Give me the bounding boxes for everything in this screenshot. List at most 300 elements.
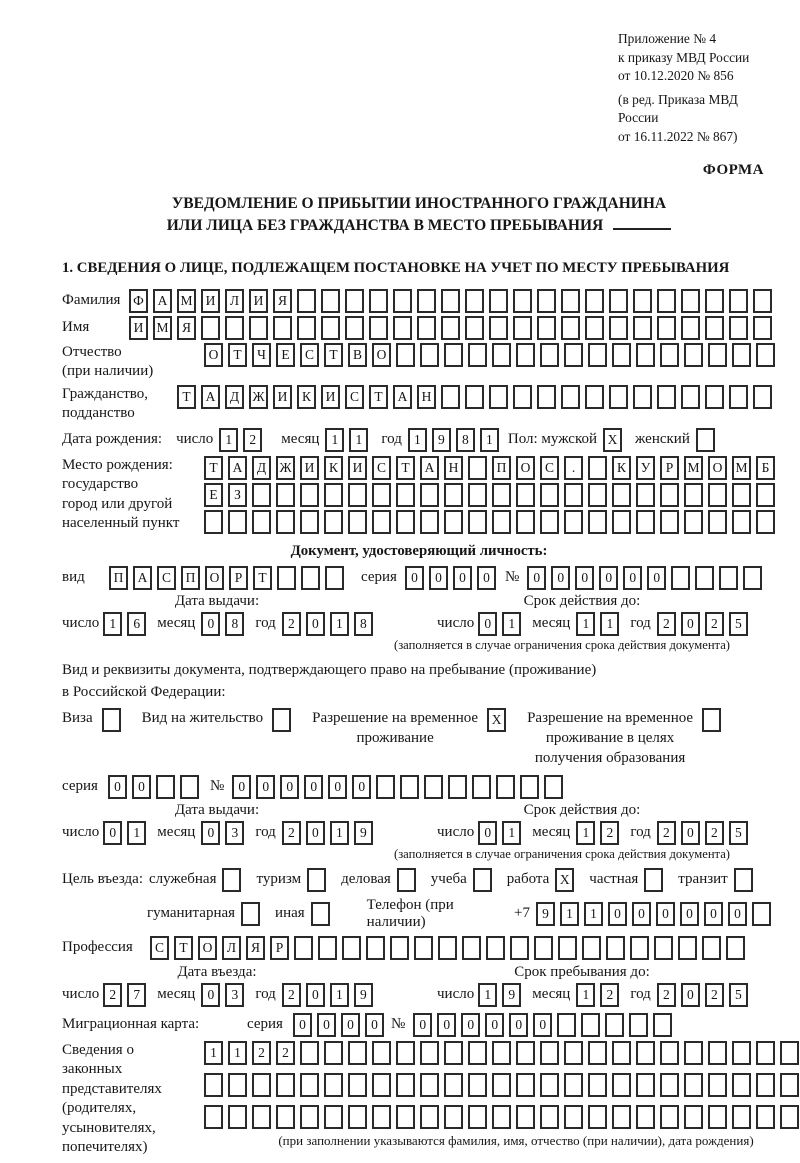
char-cell[interactable] [581, 1013, 600, 1037]
char-cell[interactable] [520, 775, 539, 799]
char-cell[interactable] [708, 343, 727, 367]
char-cell[interactable] [516, 1073, 535, 1097]
char-cell[interactable] [660, 1041, 679, 1065]
char-cell[interactable] [473, 868, 492, 892]
char-cell[interactable]: Л [225, 289, 244, 313]
char-cell[interactable] [612, 510, 631, 534]
char-cell[interactable]: 0 [201, 821, 220, 845]
char-cell[interactable]: X [555, 868, 574, 892]
char-cell[interactable]: 5 [729, 821, 748, 845]
char-cell[interactable] [444, 510, 463, 534]
char-cell[interactable] [734, 868, 753, 892]
char-cell[interactable] [537, 316, 556, 340]
char-cell[interactable] [702, 708, 721, 732]
char-cell[interactable] [702, 936, 721, 960]
char-cell[interactable]: 0 [608, 902, 627, 926]
char-cell[interactable] [513, 385, 532, 409]
char-cell[interactable] [609, 289, 628, 313]
char-cell[interactable] [708, 483, 727, 507]
char-cell[interactable]: 0 [232, 775, 251, 799]
char-cell[interactable] [753, 289, 772, 313]
char-cell[interactable]: 1 [478, 983, 497, 1007]
char-cell[interactable]: 2 [282, 821, 301, 845]
char-cell[interactable]: А [153, 289, 172, 313]
char-cell[interactable]: 9 [502, 983, 521, 1007]
char-cell[interactable] [534, 936, 553, 960]
char-cell[interactable] [729, 385, 748, 409]
char-cell[interactable] [420, 1073, 439, 1097]
char-cell[interactable] [561, 385, 580, 409]
char-cell[interactable] [657, 385, 676, 409]
char-cell[interactable]: 1 [219, 428, 238, 452]
char-cell[interactable] [300, 1041, 319, 1065]
char-cell[interactable] [252, 1073, 271, 1097]
char-cell[interactable]: У [636, 456, 655, 480]
char-cell[interactable] [696, 428, 715, 452]
char-cell[interactable]: Ж [276, 456, 295, 480]
char-cell[interactable] [513, 316, 532, 340]
char-cell[interactable] [444, 1073, 463, 1097]
char-cell[interactable]: 1 [330, 612, 349, 636]
char-cell[interactable] [636, 483, 655, 507]
char-cell[interactable] [732, 1073, 751, 1097]
char-cell[interactable] [321, 289, 340, 313]
char-cell[interactable] [564, 483, 583, 507]
char-cell[interactable] [540, 343, 559, 367]
char-cell[interactable] [564, 343, 583, 367]
char-cell[interactable] [708, 1073, 727, 1097]
char-cell[interactable]: 0 [478, 821, 497, 845]
char-cell[interactable] [609, 385, 628, 409]
char-cell[interactable] [324, 1105, 343, 1129]
char-cell[interactable]: 2 [705, 821, 724, 845]
char-cell[interactable]: 1 [325, 428, 344, 452]
char-cell[interactable] [180, 775, 199, 799]
char-cell[interactable]: 1 [576, 612, 595, 636]
char-cell[interactable]: О [708, 456, 727, 480]
char-cell[interactable]: 0 [328, 775, 347, 799]
char-cell[interactable]: 0 [413, 1013, 432, 1037]
char-cell[interactable] [588, 1041, 607, 1065]
char-cell[interactable]: 2 [705, 983, 724, 1007]
char-cell[interactable]: С [345, 385, 364, 409]
char-cell[interactable] [537, 289, 556, 313]
char-cell[interactable] [732, 343, 751, 367]
char-cell[interactable] [633, 289, 652, 313]
char-cell[interactable] [644, 868, 663, 892]
char-cell[interactable] [540, 1073, 559, 1097]
char-cell[interactable] [684, 510, 703, 534]
char-cell[interactable]: 0 [647, 566, 666, 590]
char-cell[interactable] [276, 1073, 295, 1097]
char-cell[interactable]: 1 [600, 612, 619, 636]
char-cell[interactable] [204, 510, 223, 534]
char-cell[interactable]: Я [177, 316, 196, 340]
char-cell[interactable] [633, 316, 652, 340]
char-cell[interactable]: 0 [656, 902, 675, 926]
char-cell[interactable]: 1 [408, 428, 427, 452]
char-cell[interactable] [273, 316, 292, 340]
char-cell[interactable]: Т [228, 343, 247, 367]
char-cell[interactable] [372, 1105, 391, 1129]
char-cell[interactable] [558, 936, 577, 960]
char-cell[interactable] [496, 775, 515, 799]
char-cell[interactable]: 0 [280, 775, 299, 799]
char-cell[interactable] [465, 316, 484, 340]
char-cell[interactable]: 0 [533, 1013, 552, 1037]
char-cell[interactable] [465, 289, 484, 313]
char-cell[interactable]: Е [276, 343, 295, 367]
char-cell[interactable]: 0 [103, 821, 122, 845]
char-cell[interactable] [318, 936, 337, 960]
char-cell[interactable] [705, 289, 724, 313]
char-cell[interactable] [372, 483, 391, 507]
char-cell[interactable] [468, 1073, 487, 1097]
char-cell[interactable]: 0 [132, 775, 151, 799]
char-cell[interactable] [444, 1041, 463, 1065]
char-cell[interactable] [605, 1013, 624, 1037]
char-cell[interactable]: 1 [349, 428, 368, 452]
char-cell[interactable]: П [492, 456, 511, 480]
char-cell[interactable] [732, 1041, 751, 1065]
char-cell[interactable] [609, 316, 628, 340]
char-cell[interactable] [348, 510, 367, 534]
char-cell[interactable] [420, 343, 439, 367]
char-cell[interactable] [510, 936, 529, 960]
char-cell[interactable]: 0 [352, 775, 371, 799]
char-cell[interactable]: 0 [341, 1013, 360, 1037]
char-cell[interactable] [420, 1105, 439, 1129]
char-cell[interactable]: М [684, 456, 703, 480]
char-cell[interactable]: Р [270, 936, 289, 960]
char-cell[interactable]: 0 [405, 566, 424, 590]
char-cell[interactable]: 0 [728, 902, 747, 926]
char-cell[interactable] [311, 902, 330, 926]
char-cell[interactable]: 9 [432, 428, 451, 452]
char-cell[interactable] [307, 868, 326, 892]
char-cell[interactable]: К [612, 456, 631, 480]
char-cell[interactable]: А [133, 566, 152, 590]
char-cell[interactable] [348, 483, 367, 507]
char-cell[interactable]: Ж [249, 385, 268, 409]
char-cell[interactable] [753, 385, 772, 409]
char-cell[interactable]: 6 [127, 612, 146, 636]
char-cell[interactable]: А [420, 456, 439, 480]
char-cell[interactable]: 1 [204, 1041, 223, 1065]
char-cell[interactable] [756, 1073, 775, 1097]
char-cell[interactable]: 1 [127, 821, 146, 845]
char-cell[interactable] [654, 936, 673, 960]
char-cell[interactable]: 0 [108, 775, 127, 799]
char-cell[interactable]: И [348, 456, 367, 480]
char-cell[interactable]: 2 [243, 428, 262, 452]
char-cell[interactable] [472, 775, 491, 799]
char-cell[interactable]: Р [229, 566, 248, 590]
char-cell[interactable] [300, 510, 319, 534]
char-cell[interactable]: 2 [600, 821, 619, 845]
char-cell[interactable]: Н [444, 456, 463, 480]
char-cell[interactable] [660, 483, 679, 507]
char-cell[interactable] [294, 936, 313, 960]
char-cell[interactable]: Л [222, 936, 241, 960]
char-cell[interactable] [201, 316, 220, 340]
char-cell[interactable]: 0 [704, 902, 723, 926]
char-cell[interactable] [629, 1013, 648, 1037]
char-cell[interactable]: 1 [560, 902, 579, 926]
char-cell[interactable] [300, 1073, 319, 1097]
char-cell[interactable]: Т [369, 385, 388, 409]
char-cell[interactable] [729, 289, 748, 313]
char-cell[interactable] [612, 1105, 631, 1129]
char-cell[interactable] [540, 1105, 559, 1129]
char-cell[interactable] [636, 1105, 655, 1129]
char-cell[interactable] [372, 510, 391, 534]
char-cell[interactable]: 3 [225, 983, 244, 1007]
char-cell[interactable] [396, 483, 415, 507]
char-cell[interactable] [684, 1041, 703, 1065]
char-cell[interactable]: О [372, 343, 391, 367]
char-cell[interactable] [588, 510, 607, 534]
char-cell[interactable] [489, 316, 508, 340]
char-cell[interactable] [636, 510, 655, 534]
char-cell[interactable] [468, 456, 487, 480]
char-cell[interactable] [400, 775, 419, 799]
char-cell[interactable] [444, 1105, 463, 1129]
char-cell[interactable] [324, 1073, 343, 1097]
char-cell[interactable] [492, 1041, 511, 1065]
char-cell[interactable] [630, 936, 649, 960]
char-cell[interactable]: И [129, 316, 148, 340]
char-cell[interactable]: И [201, 289, 220, 313]
char-cell[interactable] [708, 1105, 727, 1129]
char-cell[interactable]: 5 [729, 983, 748, 1007]
char-cell[interactable] [252, 1105, 271, 1129]
char-cell[interactable] [516, 510, 535, 534]
char-cell[interactable] [653, 1013, 672, 1037]
char-cell[interactable] [468, 343, 487, 367]
char-cell[interactable] [780, 1073, 799, 1097]
char-cell[interactable] [420, 1041, 439, 1065]
char-cell[interactable]: X [603, 428, 622, 452]
char-cell[interactable] [301, 566, 320, 590]
char-cell[interactable]: Д [225, 385, 244, 409]
char-cell[interactable] [756, 483, 775, 507]
char-cell[interactable] [681, 385, 700, 409]
char-cell[interactable]: 0 [632, 902, 651, 926]
char-cell[interactable]: 0 [623, 566, 642, 590]
char-cell[interactable]: 9 [536, 902, 555, 926]
char-cell[interactable] [102, 708, 121, 732]
char-cell[interactable]: Е [204, 483, 223, 507]
char-cell[interactable] [489, 289, 508, 313]
char-cell[interactable]: 0 [478, 612, 497, 636]
char-cell[interactable] [249, 316, 268, 340]
char-cell[interactable] [752, 902, 771, 926]
char-cell[interactable] [369, 289, 388, 313]
char-cell[interactable] [300, 1105, 319, 1129]
char-cell[interactable]: Т [204, 456, 223, 480]
char-cell[interactable] [636, 1073, 655, 1097]
char-cell[interactable] [636, 1041, 655, 1065]
char-cell[interactable] [396, 1073, 415, 1097]
char-cell[interactable]: Т [253, 566, 272, 590]
char-cell[interactable]: 0 [527, 566, 546, 590]
char-cell[interactable] [732, 483, 751, 507]
char-cell[interactable]: П [109, 566, 128, 590]
char-cell[interactable] [561, 289, 580, 313]
char-cell[interactable] [726, 936, 745, 960]
char-cell[interactable] [438, 936, 457, 960]
char-cell[interactable]: 2 [103, 983, 122, 1007]
char-cell[interactable] [671, 566, 690, 590]
char-cell[interactable]: 2 [657, 983, 676, 1007]
char-cell[interactable]: 2 [252, 1041, 271, 1065]
char-cell[interactable] [417, 316, 436, 340]
char-cell[interactable]: М [177, 289, 196, 313]
char-cell[interactable] [396, 343, 415, 367]
char-cell[interactable] [228, 1073, 247, 1097]
char-cell[interactable] [516, 1105, 535, 1129]
char-cell[interactable]: 2 [282, 612, 301, 636]
char-cell[interactable] [462, 936, 481, 960]
char-cell[interactable] [516, 1041, 535, 1065]
char-cell[interactable]: 2 [600, 983, 619, 1007]
char-cell[interactable] [743, 566, 762, 590]
char-cell[interactable] [516, 343, 535, 367]
char-cell[interactable] [424, 775, 443, 799]
char-cell[interactable] [636, 343, 655, 367]
char-cell[interactable]: X [487, 708, 506, 732]
char-cell[interactable] [684, 343, 703, 367]
char-cell[interactable]: 1 [576, 983, 595, 1007]
char-cell[interactable]: 9 [354, 983, 373, 1007]
char-cell[interactable] [660, 1073, 679, 1097]
char-cell[interactable] [681, 316, 700, 340]
char-cell[interactable] [540, 483, 559, 507]
char-cell[interactable]: М [732, 456, 751, 480]
char-cell[interactable]: О [205, 566, 224, 590]
char-cell[interactable] [588, 456, 607, 480]
char-cell[interactable] [324, 483, 343, 507]
char-cell[interactable] [756, 510, 775, 534]
char-cell[interactable] [414, 936, 433, 960]
char-cell[interactable]: И [300, 456, 319, 480]
char-cell[interactable] [756, 1105, 775, 1129]
char-cell[interactable]: 8 [456, 428, 475, 452]
char-cell[interactable] [780, 1041, 799, 1065]
char-cell[interactable] [468, 483, 487, 507]
char-cell[interactable] [324, 510, 343, 534]
char-cell[interactable] [540, 1041, 559, 1065]
char-cell[interactable]: 0 [437, 1013, 456, 1037]
char-cell[interactable]: Т [174, 936, 193, 960]
char-cell[interactable]: 1 [502, 821, 521, 845]
char-cell[interactable] [441, 316, 460, 340]
char-cell[interactable] [297, 289, 316, 313]
char-cell[interactable] [376, 775, 395, 799]
char-cell[interactable] [756, 343, 775, 367]
char-cell[interactable] [252, 483, 271, 507]
char-cell[interactable]: 0 [201, 612, 220, 636]
char-cell[interactable]: Т [324, 343, 343, 367]
char-cell[interactable] [321, 316, 340, 340]
char-cell[interactable]: 2 [276, 1041, 295, 1065]
char-cell[interactable] [204, 1105, 223, 1129]
char-cell[interactable]: 0 [681, 612, 700, 636]
char-cell[interactable] [585, 289, 604, 313]
char-cell[interactable] [252, 510, 271, 534]
char-cell[interactable]: 0 [306, 983, 325, 1007]
char-cell[interactable]: К [324, 456, 343, 480]
char-cell[interactable] [708, 510, 727, 534]
char-cell[interactable]: 8 [354, 612, 373, 636]
char-cell[interactable]: С [300, 343, 319, 367]
char-cell[interactable] [582, 936, 601, 960]
char-cell[interactable] [276, 483, 295, 507]
char-cell[interactable] [612, 1041, 631, 1065]
char-cell[interactable] [276, 1105, 295, 1129]
char-cell[interactable]: 1 [502, 612, 521, 636]
char-cell[interactable]: Я [246, 936, 265, 960]
char-cell[interactable]: П [181, 566, 200, 590]
char-cell[interactable]: 0 [201, 983, 220, 1007]
char-cell[interactable]: 0 [293, 1013, 312, 1037]
char-cell[interactable]: И [321, 385, 340, 409]
char-cell[interactable]: Д [252, 456, 271, 480]
char-cell[interactable] [390, 936, 409, 960]
char-cell[interactable]: И [249, 289, 268, 313]
char-cell[interactable]: 7 [127, 983, 146, 1007]
char-cell[interactable] [678, 936, 697, 960]
char-cell[interactable]: С [150, 936, 169, 960]
char-cell[interactable] [324, 1041, 343, 1065]
char-cell[interactable]: 0 [317, 1013, 336, 1037]
char-cell[interactable] [544, 775, 563, 799]
char-cell[interactable] [660, 1105, 679, 1129]
char-cell[interactable]: 1 [103, 612, 122, 636]
char-cell[interactable] [345, 289, 364, 313]
char-cell[interactable]: 0 [680, 902, 699, 926]
char-cell[interactable]: Б [756, 456, 775, 480]
char-cell[interactable] [372, 1041, 391, 1065]
char-cell[interactable] [729, 316, 748, 340]
char-cell[interactable] [396, 1105, 415, 1129]
char-cell[interactable] [612, 343, 631, 367]
char-cell[interactable]: 0 [575, 566, 594, 590]
char-cell[interactable] [540, 510, 559, 534]
char-cell[interactable] [492, 510, 511, 534]
char-cell[interactable] [684, 1105, 703, 1129]
char-cell[interactable] [444, 343, 463, 367]
char-cell[interactable] [780, 1105, 799, 1129]
char-cell[interactable] [732, 1105, 751, 1129]
char-cell[interactable] [588, 483, 607, 507]
char-cell[interactable] [492, 343, 511, 367]
char-cell[interactable] [444, 483, 463, 507]
char-cell[interactable] [564, 510, 583, 534]
char-cell[interactable]: 0 [681, 821, 700, 845]
char-cell[interactable] [348, 1041, 367, 1065]
char-cell[interactable]: О [198, 936, 217, 960]
char-cell[interactable]: В [348, 343, 367, 367]
char-cell[interactable] [345, 316, 364, 340]
char-cell[interactable] [222, 868, 241, 892]
char-cell[interactable] [276, 510, 295, 534]
char-cell[interactable] [225, 316, 244, 340]
char-cell[interactable]: 0 [453, 566, 472, 590]
char-cell[interactable]: 0 [599, 566, 618, 590]
char-cell[interactable]: М [153, 316, 172, 340]
